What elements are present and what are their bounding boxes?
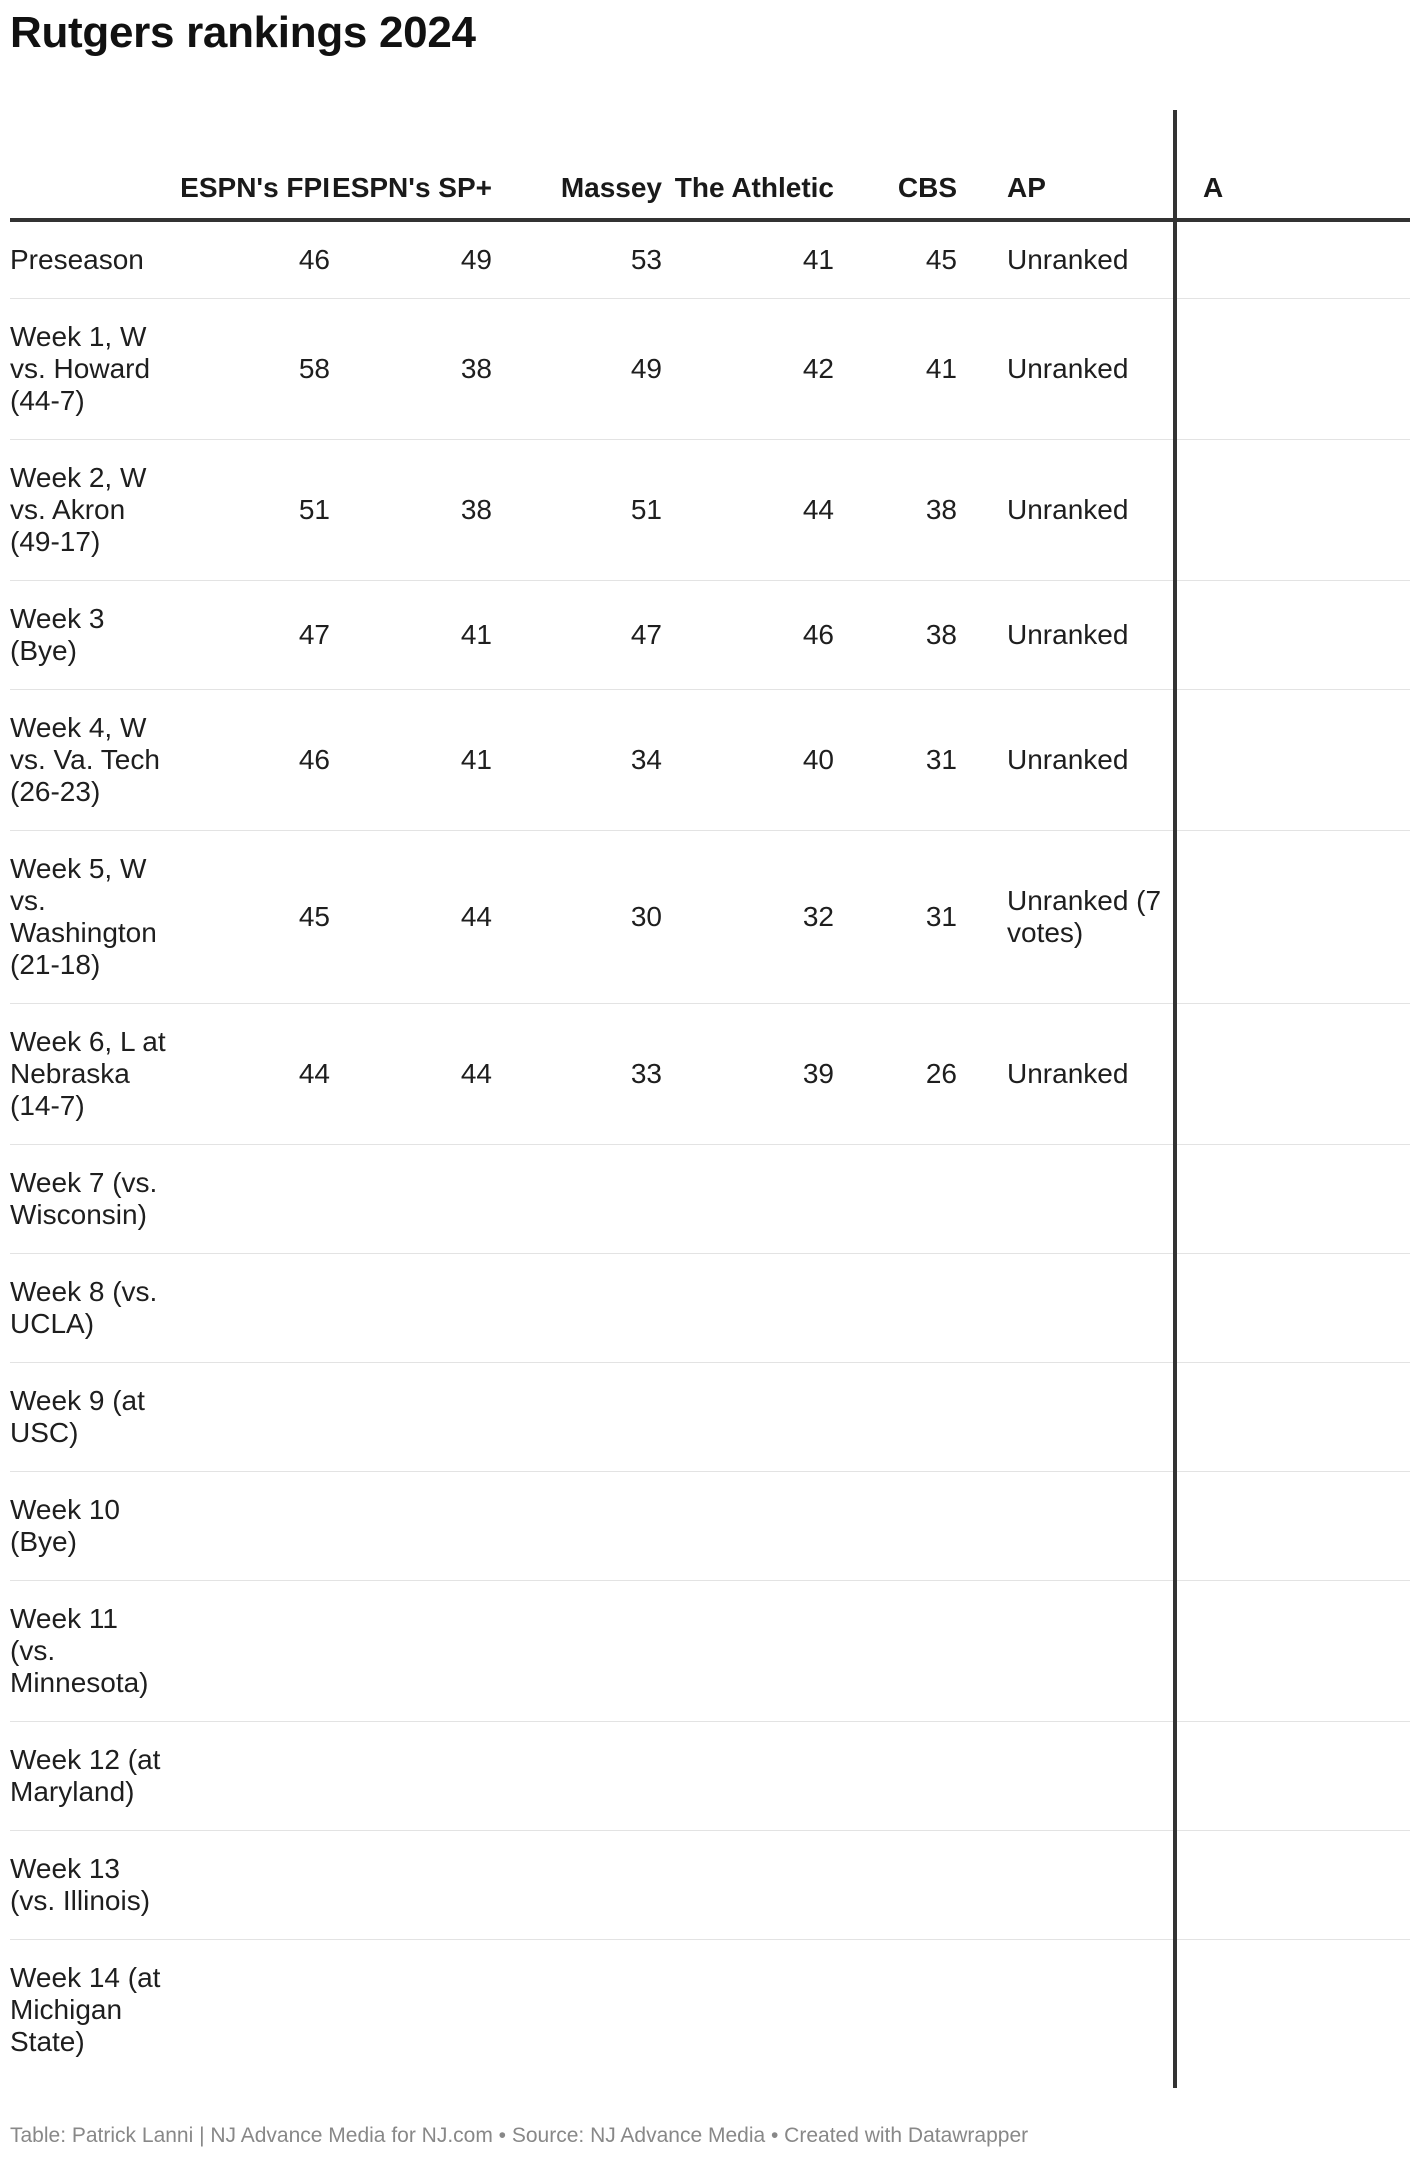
table-row: [10, 440, 1410, 581]
cell-the-athletic: [662, 1722, 834, 1831]
cell-massey: 34: [492, 690, 662, 831]
cell-cbs: [834, 1472, 957, 1581]
cell-the-athletic: [662, 1831, 834, 1940]
cell-espn-fpi: 46: [170, 220, 330, 299]
cell-extra-column: [1175, 831, 1410, 1004]
row-label: Week 8 (vs. UCLA): [10, 1254, 170, 1363]
row-label: Week 11 (vs. Minnesota): [10, 1581, 170, 1722]
header-massey[interactable]: Massey: [492, 110, 662, 220]
cell-ap: Unranked (7 votes): [957, 831, 1175, 1004]
cell-ap: [957, 1145, 1175, 1254]
row-label: Week 7 (vs. Wisconsin): [10, 1145, 170, 1254]
cell-espn-fpi: 45: [170, 831, 330, 1004]
cell-the-athletic: 40: [662, 690, 834, 831]
row-label: Week 14 (at Michigan State): [10, 1962, 161, 2057]
cell-espn-sp-plus: 38: [330, 440, 492, 581]
cell-cbs: [834, 1831, 957, 1940]
rankings-table: [10, 110, 1410, 2088]
cell-massey: 49: [492, 299, 662, 440]
table-row: [10, 581, 1410, 690]
table-row: [10, 690, 1410, 831]
cell-massey: 33: [492, 1004, 662, 1145]
cell-espn-fpi: 58: [170, 299, 330, 440]
cell-massey: [492, 1722, 662, 1831]
cell-the-athletic: 41: [662, 220, 834, 299]
table-row: [10, 1831, 1410, 1940]
row-label: Week 4, W vs. Va. Tech (26-23): [10, 690, 170, 831]
rankings-table-container[interactable]: [10, 110, 1224, 2100]
cell-extra-column: [1175, 1145, 1410, 1254]
header-the-athletic[interactable]: The Athletic: [662, 110, 834, 220]
row-label: Week 9 (at USC): [10, 1363, 170, 1472]
cell-espn-fpi: 51: [170, 440, 330, 581]
cell-ap: [957, 1940, 1175, 2089]
cell-massey: [492, 1940, 662, 2089]
table-row: [10, 1722, 1410, 1831]
cell-extra-column: [1175, 440, 1410, 581]
row-label: Week 5, W vs. Washington (21-18): [10, 831, 170, 1004]
cell-espn-sp-plus: [330, 1254, 492, 1363]
cell-espn-fpi: 47: [170, 581, 330, 690]
row-label: Week 12 (at Maryland): [10, 1722, 170, 1831]
cell-espn-fpi: [170, 1472, 330, 1581]
cell-ap: Unranked: [957, 440, 1175, 581]
table-row: [10, 220, 1410, 299]
cell-cbs: 41: [834, 299, 957, 440]
cell-espn-sp-plus: [330, 1472, 492, 1581]
cell-espn-sp-plus: [330, 1363, 492, 1472]
row-label: Week 2, W vs. Akron (49-17): [10, 440, 170, 581]
cell-extra-column: [1175, 220, 1410, 299]
cell-the-athletic: [662, 1145, 834, 1254]
cell-espn-fpi: 46: [170, 690, 330, 831]
cell-ap: [957, 1581, 1175, 1722]
cell-the-athletic: 32: [662, 831, 834, 1004]
cell-the-athletic: [662, 1940, 834, 2089]
cell-cbs: [834, 1145, 957, 1254]
header-label[interactable]: [10, 110, 170, 220]
cell-massey: 30: [492, 831, 662, 1004]
cell-extra-column: [1175, 1831, 1410, 1940]
table-row: [10, 1145, 1410, 1254]
cell-espn-fpi: [170, 1581, 330, 1722]
cell-espn-sp-plus: 44: [330, 831, 492, 1004]
cell-espn-sp-plus: [330, 1831, 492, 1940]
cell-massey: 51: [492, 440, 662, 581]
cell-the-athletic: [662, 1363, 834, 1472]
cell-espn-fpi: [170, 1940, 330, 2089]
row-label: Preseason: [10, 220, 170, 299]
cell-espn-fpi: [170, 1363, 330, 1472]
row-label: Week 1, W vs. Howard (44-7): [10, 299, 170, 440]
cell-massey: [492, 1145, 662, 1254]
cell-ap: Unranked: [957, 220, 1175, 299]
cell-extra-column: [1175, 1581, 1410, 1722]
cell-espn-sp-plus: 41: [330, 690, 492, 831]
cell-espn-sp-plus: 38: [330, 299, 492, 440]
cell-extra-column: [1175, 1940, 1410, 2089]
table-footer-credits: Table: Patrick Lanni | NJ Advance Media for NJ.com • Source: NJ Advance Media • Created with Datawrapper: [10, 2124, 1029, 2147]
cell-the-athletic: [662, 1472, 834, 1581]
cell-espn-sp-plus: 41: [330, 581, 492, 690]
cell-cbs: [834, 1940, 957, 2089]
table-row: [10, 1254, 1410, 1363]
cell-espn-sp-plus: 49: [330, 220, 492, 299]
cell-massey: [492, 1363, 662, 1472]
cell-extra-column: [1175, 1363, 1410, 1472]
cell-cbs: [834, 1363, 957, 1472]
header-cbs[interactable]: CBS: [834, 110, 957, 220]
cell-the-athletic: [662, 1254, 834, 1363]
table-row: [10, 299, 1410, 440]
cell-ap: [957, 1722, 1175, 1831]
cell-espn-sp-plus: [330, 1145, 492, 1254]
cell-ap: Unranked: [957, 1004, 1175, 1145]
cell-cbs: [834, 1722, 957, 1831]
cell-cbs: [834, 1254, 957, 1363]
cell-cbs: 31: [834, 831, 957, 1004]
table-row: [10, 1940, 1410, 2089]
table-row: [10, 1581, 1410, 1722]
cell-massey: [492, 1831, 662, 1940]
cell-cbs: 38: [834, 440, 957, 581]
cell-espn-fpi: 44: [170, 1004, 330, 1145]
cell-ap: Unranked: [957, 581, 1175, 690]
cell-massey: 53: [492, 220, 662, 299]
cell-extra-column: [1175, 690, 1410, 831]
cell-espn-sp-plus: [330, 1722, 492, 1831]
cell-ap: [957, 1831, 1175, 1940]
header-ap[interactable]: AP: [957, 110, 1175, 220]
cell-the-athletic: 42: [662, 299, 834, 440]
cell-massey: [492, 1254, 662, 1363]
cell-extra-column: [1175, 581, 1410, 690]
header-espn-fpi[interactable]: ESPN's FPI: [170, 110, 330, 220]
cell-cbs: 45: [834, 220, 957, 299]
cell-espn-sp-plus: [330, 1940, 492, 2089]
cell-extra-column: [1175, 299, 1410, 440]
header-espn-sp-plus[interactable]: ESPN's SP+: [330, 110, 492, 220]
cell-massey: 47: [492, 581, 662, 690]
table-row: [10, 1004, 1410, 1145]
cell-extra-column: [1175, 1722, 1410, 1831]
row-label: Week 10 (Bye): [10, 1472, 170, 1581]
cell-ap: Unranked: [957, 690, 1175, 831]
cell-extra-column: [1175, 1004, 1410, 1145]
table-body: [10, 220, 1410, 2088]
table-row: [10, 831, 1410, 1004]
cell-the-athletic: 39: [662, 1004, 834, 1145]
cell-espn-fpi: [170, 1722, 330, 1831]
cell-cbs: 38: [834, 581, 957, 690]
cell-ap: [957, 1363, 1175, 1472]
cell-espn-sp-plus: 44: [330, 1004, 492, 1145]
row-label: Week 13 (vs. Illinois): [10, 1831, 170, 1940]
page-title: Rutgers rankings 2024: [10, 8, 476, 57]
cell-extra-column: [1175, 1254, 1410, 1363]
cell-ap: Unranked: [957, 299, 1175, 440]
cell-ap: [957, 1254, 1175, 1363]
cell-extra-column: [1175, 1472, 1410, 1581]
table-header-row: [10, 110, 1410, 220]
cell-massey: [492, 1581, 662, 1722]
cell-cbs: 26: [834, 1004, 957, 1145]
header-extra-column[interactable]: A: [1175, 110, 1410, 220]
cell-espn-fpi: [170, 1145, 330, 1254]
table-row: [10, 1472, 1410, 1581]
cell-espn-fpi: [170, 1831, 330, 1940]
cell-cbs: [834, 1581, 957, 1722]
cell-the-athletic: 44: [662, 440, 834, 581]
row-label: Week 6, L at Nebraska (14-7): [10, 1004, 170, 1145]
cell-espn-fpi: [170, 1254, 330, 1363]
cell-massey: [492, 1472, 662, 1581]
cell-ap: [957, 1472, 1175, 1581]
cell-espn-sp-plus: [330, 1581, 492, 1722]
cell-the-athletic: 46: [662, 581, 834, 690]
table-row: [10, 1363, 1410, 1472]
cell-cbs: 31: [834, 690, 957, 831]
cell-the-athletic: [662, 1581, 834, 1722]
row-label: Week 3 (Bye): [10, 581, 170, 690]
